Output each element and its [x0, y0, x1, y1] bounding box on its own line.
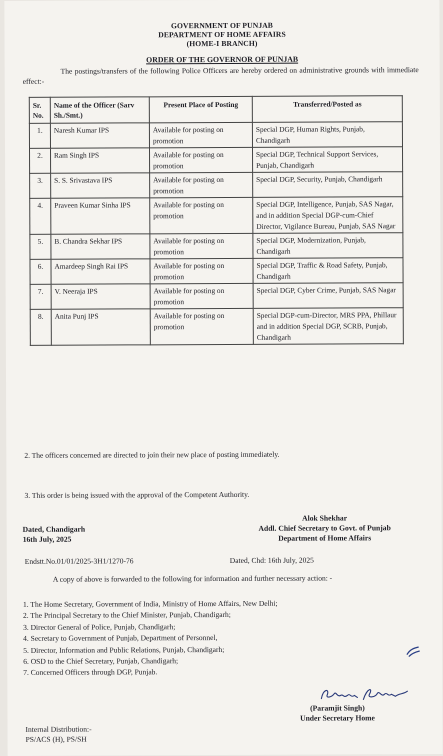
row-officer-name: Praveen Kumar Sinha IPS: [51, 198, 150, 234]
list-item: 4. Secretary to Government of Punjab, Department of Personnel,: [23, 633, 218, 644]
dated-date: 16th July, 2025: [22, 534, 72, 544]
row-officer-name: B. Chandra Sekhar IPS: [51, 234, 150, 259]
row-present-posting: Available for posting on promotion: [150, 233, 253, 258]
row-present-posting: Available for posting on promotion: [150, 283, 253, 308]
table-row: [29, 122, 402, 149]
dated-place: Dated, Chandigarh: [22, 524, 86, 534]
row-posted-as: Special DGP, Cyber Crime, Punjab, SAS Nagar: [253, 283, 403, 309]
paragraph-3: 3. This order is being issued with the approval of the Competent Authority.: [24, 489, 250, 500]
internal-distribution-entry: PS/ACS (H), PS/SH: [25, 734, 87, 744]
table-row: [30, 308, 403, 346]
col-header-present: Present Place of Posting: [149, 96, 252, 122]
row-present-posting: Available for posting on promotion: [150, 197, 253, 233]
internal-distribution-label: Internal Distribution:-: [25, 724, 92, 734]
table-row: [30, 258, 403, 285]
row-officer-name: Amardeep Singh Rai IPS: [51, 259, 150, 284]
row-posted-as: Special DGP, Modernization, Punjab, Chandigarh: [253, 233, 403, 259]
row-present-posting: Available for posting on promotion: [149, 147, 252, 172]
table-row: [30, 172, 403, 199]
col-header-name: Name of the Officer (Sarv Sh./Smt.): [50, 97, 149, 123]
signatory-name: Alok Shekhar: [302, 513, 348, 523]
col-header-posted: Transferred/Posted as: [252, 96, 402, 123]
row-posted-as: Special DGP, Technical Support Services, Punjab, Chandigarh: [252, 147, 402, 173]
row-present-posting: Available for posting on promotion: [150, 172, 253, 197]
row-sr: 3.: [30, 173, 51, 198]
copy-forward-paragraph: A copy of above is forwarded to the following for information and further necessary action: -: [52, 573, 333, 584]
table-header-row: [29, 96, 402, 124]
endorsement-number: Endstt.No.01/01/2025-3H1/1270-76: [24, 556, 134, 566]
table-row: [30, 283, 403, 310]
row-present-posting: Available for posting on promotion: [149, 122, 252, 147]
handwritten-signature: [319, 685, 409, 703]
list-item: 6. OSD to the Chief Secretary, Punjab, Chandigarh;: [23, 656, 179, 666]
row-present-posting: Available for posting on promotion: [150, 258, 253, 283]
endorsement-line: [25, 555, 425, 566]
row-posted-as: Special DGP, Traffic & Road Safety, Punjab, Chandigarh: [253, 258, 403, 284]
under-secretary-designation: Under Secretary Home: [300, 713, 375, 723]
list-item: 3. Director General of Police, Punjab, Chandigarh;: [23, 622, 176, 632]
distribution-list: [23, 597, 433, 679]
header-department: DEPARTMENT OF HOME AFFAIRS: [158, 29, 286, 40]
endorsement-date: Dated, Chd: 16th July, 2025: [229, 555, 314, 565]
col-header-sr: Sr. No.: [29, 97, 50, 123]
table-row: [29, 147, 402, 174]
list-item: 7. Concerned Officers through DGP, Punjab.: [23, 667, 158, 678]
row-posted-as: Special DGP, Security, Punjab, Chandigarh: [253, 172, 403, 198]
table-row: [30, 197, 403, 235]
header-branch: (HOME-I BRANCH): [186, 38, 258, 49]
row-present-posting: Available for posting on promotion: [150, 308, 253, 344]
row-posted-as: Special DGP, Intelligence, Punjab, SAS Nagar, and in addition Special DGP-cum-Chief Director, Vigilance Bureau, Punjab, SAS Nagar: [253, 197, 403, 234]
internal-distribution: [26, 725, 92, 745]
row-officer-name: Ram Singh IPS: [50, 148, 149, 173]
row-officer-name: S. S. Srivastava IPS: [51, 173, 150, 198]
row-officer-name: Anita Punj IPS: [51, 309, 150, 345]
list-item: 2. The Principal Secretary to the Chief Minister, Punjab, Chandigarh;: [23, 610, 231, 621]
table-row: [30, 233, 403, 260]
list-item: 1. The Home Secretary, Government of India, Ministry of Home Affairs, New Delhi;: [22, 598, 278, 609]
posting-table: [29, 95, 404, 346]
row-sr: 7.: [30, 284, 51, 309]
row-officer-name: V. Neeraja IPS: [51, 284, 150, 309]
row-posted-as: Special DGP, Human Rights, Punjab, Chandigarh: [252, 122, 402, 148]
signatory-designation: Addl. Chief Secretary to Govt. of Punjab: [258, 523, 391, 533]
paragraph-2: 2. The officers concerned are directed to join their new place of posting immediately.: [24, 449, 280, 460]
pen-mark-icon: [405, 645, 421, 659]
list-item: 5. Director, Information and Public Relations, Punjab, Chandigarh;: [23, 644, 225, 655]
row-officer-name: Naresh Kumar IPS: [50, 123, 149, 148]
order-title: ORDER OF THE GOVERNOR OF PUNJAB: [146, 54, 299, 65]
row-sr: 1.: [29, 123, 50, 148]
row-sr: 6.: [30, 259, 51, 284]
intro-paragraph: The postings/transfers of the following Police Officers are hereby ordered on administrative grounds with immediate effect:-: [22, 65, 419, 86]
order-document: [4, 0, 442, 756]
row-sr: 2.: [29, 148, 50, 173]
under-secretary-name: (Paramjit Singh): [310, 703, 365, 713]
row-sr: 8.: [30, 309, 51, 345]
row-posted-as: Special DGP-cum-Director, MRS PPA, Phillaur and in addition Special DGP, SCRB, Punjab, Chandigarh: [253, 308, 403, 345]
header-government: GOVERNMENT OF PUNJAB: [170, 20, 273, 31]
row-sr: 5.: [30, 234, 51, 259]
signatory-department: Department of Home Affairs: [278, 533, 372, 543]
row-sr: 4.: [30, 198, 51, 234]
